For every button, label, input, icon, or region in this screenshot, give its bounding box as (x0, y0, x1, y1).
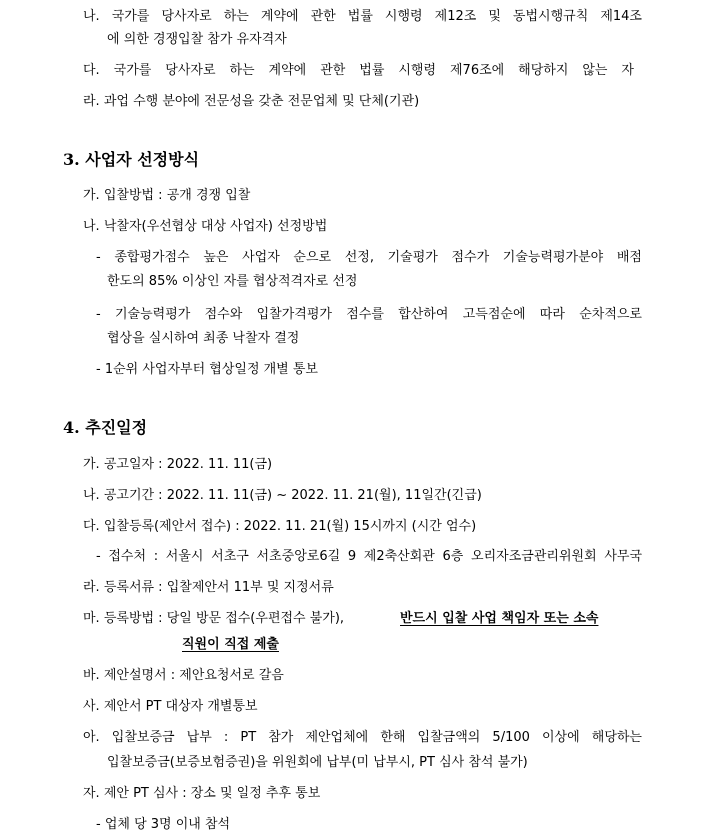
section3-item-ga: 가. 입찰방법 : 공개 경쟁 입찰 (83, 188, 251, 203)
section4-item-ja: 자. 제안 PT 심사 : 장소 및 일정 추후 통보 (83, 786, 321, 801)
section4-item-ra: 라. 등록서류 : 입찰제안서 11부 및 지정서류 (83, 580, 334, 595)
section4-item-ma-emphasis-line1: 반드시 입찰 사업 책임자 또는 소속 (400, 611, 599, 626)
section4-item-a-line1: 아. 입찰보증금 납부 : PT 참가 제안업체에 한해 입찰금액의 5/100 이상에 해당하는 (83, 730, 642, 745)
section4-heading: 4. 추진일정 (63, 418, 148, 437)
section3-bullet1-line2: 한도의 85% 이상인 자를 협상적격자로 선정 (107, 274, 358, 289)
section3-heading: 3. 사업자 선정방식 (63, 150, 200, 169)
section3-bullet2-line2: 협상을 실시하여 최종 낙찰자 결정 (107, 331, 300, 346)
intro-item-na-line1: 나. 국가를 당사자로 하는 계약에 관한 법률 시행령 제12조 및 동법시행규칙 제14조 (83, 9, 642, 24)
section3-bullet1-line1: - 종합평가점수 높은 사업자 순으로 선정, 기술평가 점수가 기술능력평가분야 배점 (96, 250, 642, 265)
section4-item-sa: 사. 제안서 PT 대상자 개별통보 (83, 699, 258, 714)
section4-item-ja-sub: - 업체 당 3명 이내 참석 (96, 817, 231, 832)
intro-item-na-line2: 에 의한 경쟁입찰 참가 유자격자 (107, 32, 287, 47)
section3-item-na: 나. 낙찰자(우선협상 대상 사업자) 선정방법 (83, 219, 328, 234)
section4-item-da: 다. 입찰등록(제안서 접수) : 2022. 11. 21(월) 15시까지 (시간 엄수) (83, 519, 477, 534)
section4-item-na: 나. 공고기간 : 2022. 11. 11(금) ~ 2022. 11. 21(월), 11일간(긴급) (83, 488, 482, 503)
section3-bullet3: - 1순위 사업자부터 협상일정 개별 통보 (96, 362, 318, 377)
section4-item-ma-emphasis-line2: 직원이 직접 제출 (182, 637, 279, 652)
section4-item-ba: 바. 제안설명서 : 제안요청서로 갈음 (83, 668, 284, 683)
section4-item-a-line2: 입찰보증금(보증보험증권)을 위원회에 납부(미 납부시, PT 심사 참석 불가) (107, 755, 528, 770)
section3-bullet2-line1: - 기술능력평가 점수와 입찰가격평가 점수를 합산하여 고득점순에 따라 순차적으로 (96, 307, 642, 322)
section4-item-ga: 가. 공고일자 : 2022. 11. 11(금) (83, 457, 273, 472)
section4-item-ma-lead: 마. 등록방법 : 당일 방문 접수(우편접수 불가), (83, 611, 345, 626)
intro-item-ra: 라. 과업 수행 분야에 전문성을 갖춘 전문업체 및 단체(기관) (83, 94, 420, 109)
intro-item-da: 다. 국가를 당사자로 하는 계약에 관한 법률 시행령 제76조에 해당하지 않는 자 (83, 63, 634, 78)
section4-item-da-sub: - 접수처 : 서울시 서초구 서초중앙로6길 9 제2축산회관 6층 오리자조금관리위원회 사무국 (96, 549, 642, 564)
